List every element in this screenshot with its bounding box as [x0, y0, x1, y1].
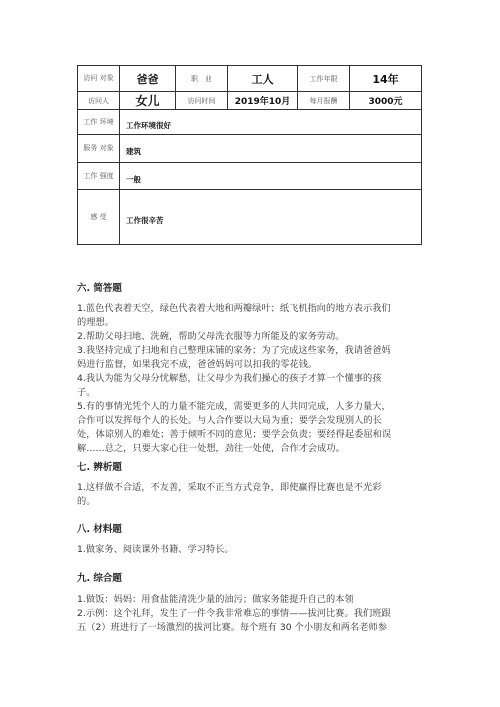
work-environment-cell: [120, 110, 422, 135]
answer-line: 5.有的事情光凭个人的力量不能完成，需要更多的人共同完成，人多力量大，: [77, 401, 391, 412]
table-row: [78, 163, 422, 190]
table-row: [78, 190, 422, 245]
comprehensive-body: [77, 593, 422, 635]
answer-line: 1.做家务、阅读课外书籍、学习特长。: [77, 544, 234, 555]
service-target-value: 建筑: [126, 147, 141, 156]
answer-line: 的理想。: [77, 317, 114, 328]
analysis-body: [77, 481, 422, 509]
answer-line: 妈进行监督，如果我完不成，爸爸妈妈可以扣我的零花钱。: [77, 359, 318, 370]
work-intensity-cell: [120, 163, 422, 190]
answer-line: 3.我坚持完成了扫地和自己整理床铺的家务；为了完成这些家务，我请爸爸妈: [77, 345, 391, 356]
answer-line: 的。: [77, 496, 96, 507]
visitee-label: 访问 对象: [78, 66, 120, 92]
interview-table: [77, 65, 422, 245]
answer-line: 1.这样做不合适，不友善，采取不正当方式竞争，即使赢得比赛也是不光彩: [77, 482, 382, 493]
work-years-value: 14年: [350, 66, 422, 92]
material-body: [77, 543, 422, 557]
service-target-cell: [120, 135, 422, 163]
table-row: [78, 135, 422, 163]
visit-time-label: 访问时间: [176, 92, 228, 110]
work-intensity-value: 一般: [126, 174, 141, 184]
job-label: 职 业: [176, 66, 228, 92]
table-row: [78, 66, 422, 92]
answer-line: 合作可以发挥每个人的长处。与人合作要以大局为重；要学会发现别人的长: [77, 415, 382, 426]
answer-line: 4.我认为能为父母分忧解愁，让父母少为我们操心的孩子才算一个懂事的孩: [77, 373, 382, 384]
answer-line: 1.蓝色代表着天空，绿色代表着大地和两瓣绿叶；纸飞机指向的地方表示我们: [77, 303, 391, 314]
answer-line: 1.做饭：妈妈：用食盐能清洗少量的油污；做家务能提升自己的本领: [77, 594, 354, 605]
job-value: 工人: [228, 66, 298, 92]
visitor-label: 访问人: [78, 92, 120, 110]
answer-line: 2.帮助父母扫地、洗碗，帮助父母洗衣服等力所能及的家务劳动。: [77, 331, 345, 342]
feeling-value: 工作很辛苦: [126, 215, 164, 225]
monthly-pay-label: 每月报酬: [298, 92, 350, 110]
section-title-material: 八. 材料题: [77, 524, 122, 535]
answer-line: 处，体谅别人的难处；善于倾听不同的意见；要学会负责；要经得起委屈和误: [77, 429, 392, 440]
feeling-label: 感 受: [78, 190, 120, 245]
section-title-short-answer: 六. 简答题: [77, 283, 122, 294]
answer-line: 五（2）班进行了一场激烈的拔河比赛。每个班有 30 个小朋友和两名老师参: [77, 622, 387, 633]
work-intensity-label: 工作 强度: [78, 163, 120, 190]
visit-time-value: 2019年10月: [228, 92, 298, 110]
section-title-analysis: 七. 辨析题: [77, 462, 122, 473]
work-environment-label: 工作 环境: [78, 110, 120, 135]
work-years-label: 工作年限: [298, 66, 350, 92]
answer-line: 2.示例：这个礼拜，发生了一件令我非常难忘的事情——拔河比赛。我们班跟: [77, 608, 391, 619]
answer-line: 子。: [77, 387, 96, 398]
visitor-value: 女儿: [120, 92, 176, 110]
visitee-value: 爸爸: [120, 66, 176, 92]
answer-line: 解……总之，只要大家心往一处想，劲往一处使，合作才会成功。: [77, 443, 345, 454]
section-title-comprehensive: 九. 综合题: [77, 573, 122, 584]
feeling-cell: [120, 190, 422, 245]
short-answer-body: [77, 302, 422, 456]
table-row: [78, 92, 422, 110]
service-target-label: 服务 对象: [78, 135, 120, 163]
table-row: [78, 110, 422, 135]
work-environment-value: 工作环境很好: [126, 120, 171, 130]
monthly-pay-value: 3000元: [350, 92, 422, 110]
